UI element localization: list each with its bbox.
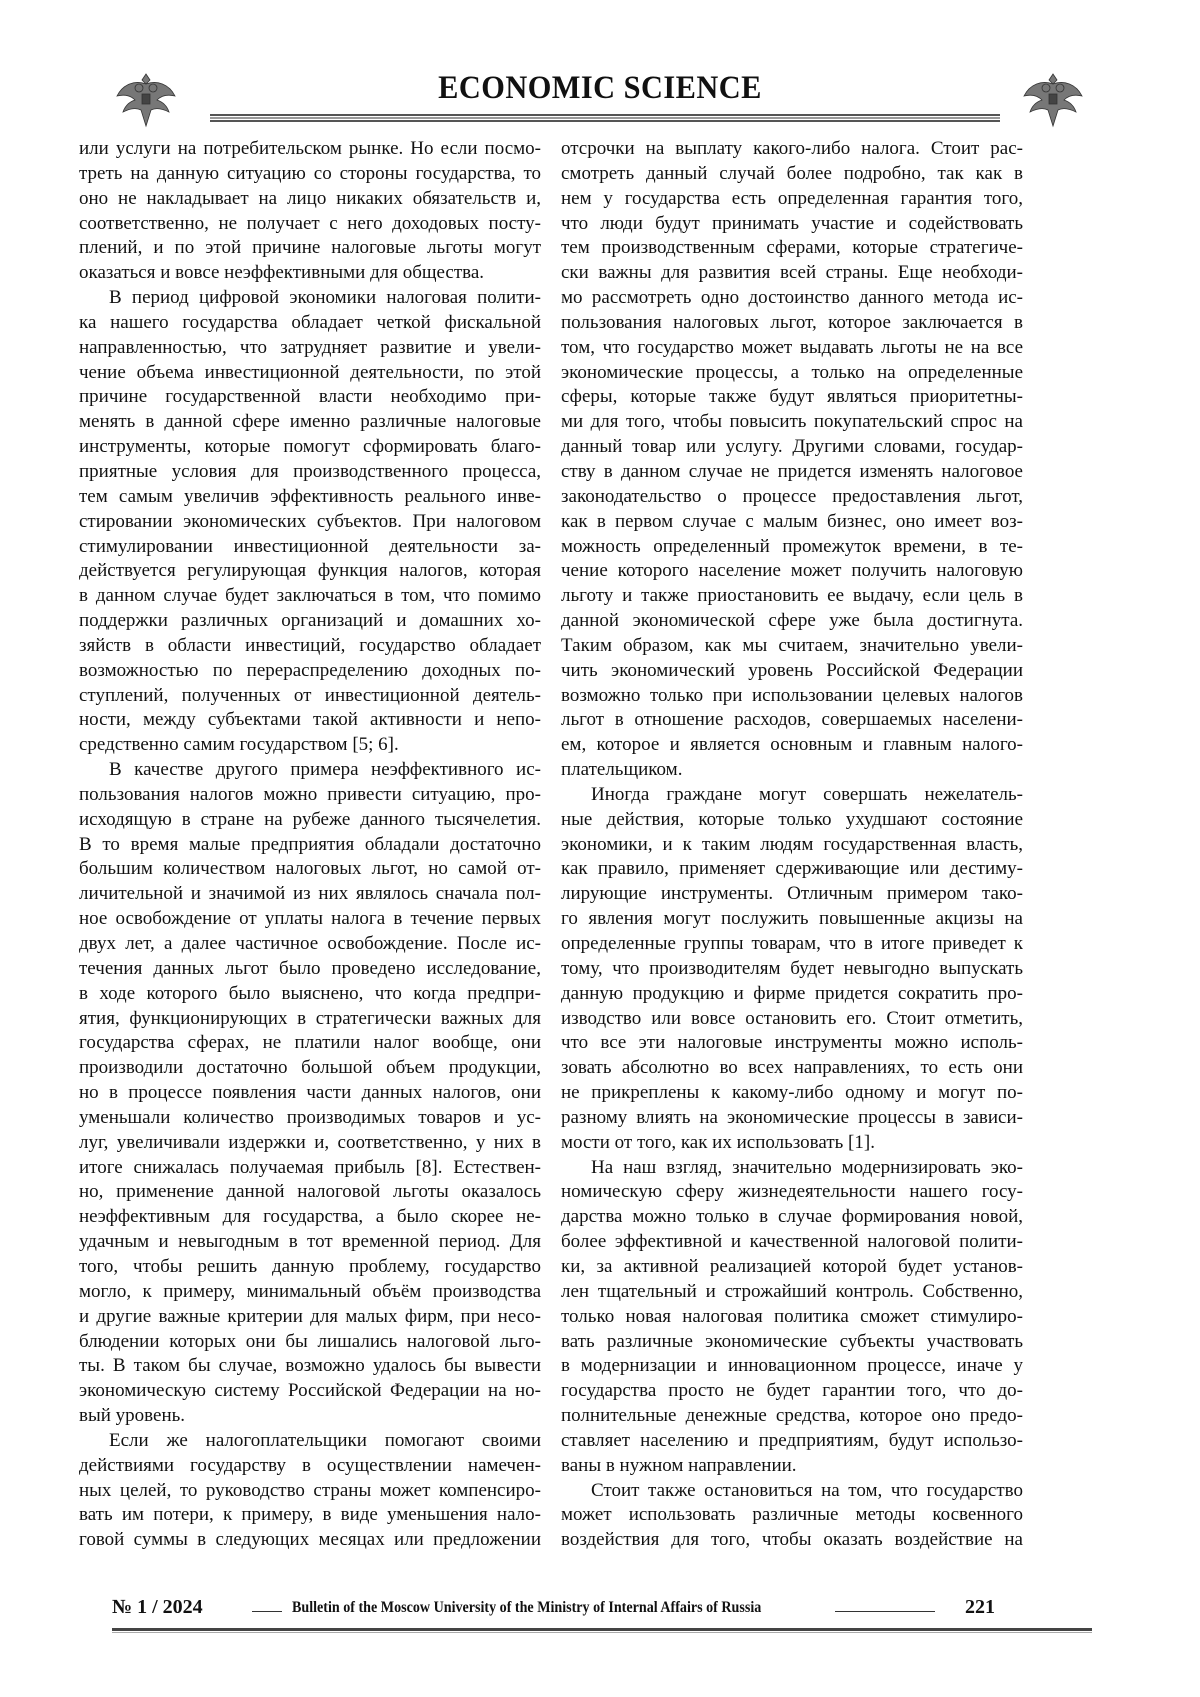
text-line: оно не накладывает на лицо никаких обязательств и, (79, 187, 541, 209)
left-column (79, 137, 541, 1553)
text-line: причине государственной власти необходимо при- (79, 386, 541, 408)
text-line: луг, увеличивали издержки и, соответственно, у них в (79, 1131, 541, 1153)
text-line: Стоит также остановиться на том, что государство (591, 1479, 1023, 1501)
text-line: данную продукцию и фирме придется сократить про- (561, 982, 1023, 1004)
text-line: ем, которое и является основным и главным налого- (561, 734, 1023, 756)
text-line: льготу и также приостановить ее выдачу, если цель в (561, 585, 1023, 607)
paragraph (561, 1479, 1023, 1554)
text-line: ми для того, чтобы повысить покупательский спрос на (561, 411, 1023, 433)
text-line: возможностью по перераспределению доходных по- (79, 659, 541, 681)
text-line: зяйств в области инвестиций, государство обладает (79, 634, 541, 656)
text-line: плательщиком. (561, 759, 683, 781)
text-line: ты. В таком бы случае, возможно удалось бы вывести (79, 1355, 541, 1377)
text-line: законодательство о процессе предоставления льгот, (561, 485, 1023, 507)
text-line: производили достаточно большой объем продукции, (79, 1057, 541, 1079)
text-line: номическую сферу жизнедеятельности нашего госу- (561, 1181, 1023, 1203)
text-line: отсрочки на выплату какого-либо налога. Стоит рас- (561, 138, 1023, 159)
text-line: мо рассмотреть одно достоинство данного метода ис- (561, 287, 1023, 309)
text-line: зовать абсолютно во всех направлениях, то есть они (561, 1057, 1023, 1079)
text-line: в данном случае будет заключаться в том, что помимо (79, 585, 541, 607)
text-line: оказаться и вовсе неэффективными для общества. (79, 262, 485, 284)
text-line: уменьшали количество производимых товаров и ус- (79, 1106, 541, 1128)
text-line: тем самым увеличив эффективность реального инве- (79, 485, 541, 507)
text-line: треть на данную ситуацию со стороны государства, то (79, 162, 541, 184)
issue-number: № 1 / 2024 (112, 1596, 203, 1618)
text-line: чить экономический уровень Российской Федерации (561, 659, 1023, 681)
text-line: вый уровень. (79, 1405, 186, 1427)
header-divider (210, 114, 1000, 122)
text-line: ное освобождение от уплаты налога в течение первых (79, 908, 541, 930)
text-line: течения данных льгот было проведено исследование, (79, 957, 541, 979)
text-line: В качестве другого примера неэффективного ис- (109, 759, 541, 781)
text-line: стировании экономических субъектов. При налоговом (79, 510, 541, 532)
text-line: и другие важные критерии для малых фирм, при несо- (79, 1305, 541, 1327)
text-line: нем у государства есть определенная гарантия того, (561, 187, 1023, 209)
text-line: сферы, которые также будут являться приоритетны- (561, 386, 1023, 408)
text-line: ности, между субъектами такой активности и непо- (79, 709, 541, 731)
text-line: того, чтобы решить данную проблему, государство (79, 1255, 541, 1277)
text-line: поддержки различных организаций и домашних хо- (79, 610, 541, 632)
footer-rule (112, 1628, 1092, 1631)
text-line: изводство или вовсе остановить его. Стоит отметить, (561, 1007, 1023, 1029)
text-line: только новая налоговая политика сможет стимулиро- (561, 1305, 1023, 1327)
text-line: ваны в нужном направлении. (561, 1454, 797, 1476)
text-line: может использовать различные методы косвенного (561, 1504, 1023, 1526)
text-line: более эффективной и качественной налоговой полити- (561, 1231, 1023, 1253)
text-line: В период цифровой экономики налоговая полити- (109, 287, 541, 309)
text-line: ски важны для развития всей страны. Еще необходи- (561, 262, 1023, 284)
right-column (561, 137, 1023, 1553)
page-number: 221 (965, 1596, 995, 1618)
text-line: инструменты, которые помогут сформировать благо- (79, 436, 541, 458)
paragraph (79, 286, 541, 758)
text-line: приятные условия для производственного процесса, (79, 460, 541, 482)
text-line: ятия, функционирующих в стратегически важных для (79, 1007, 541, 1029)
text-line: Иногда граждане могут совершать нежелатель- (591, 783, 1023, 805)
text-line: воздействия для того, чтобы оказать воздействие на (561, 1529, 1023, 1551)
text-line: льгот в отношение расходов, совершаемых населени- (561, 709, 1023, 731)
text-line: данной экономической сфере уже была достигнута. (561, 610, 1023, 632)
text-line: ных целей, то руководство страны может компенсиро- (79, 1479, 541, 1501)
text-line: как правило, применяет сдерживающие или дестиму- (561, 858, 1023, 880)
text-line: В то время малые предприятия обладали достаточно (79, 833, 541, 855)
text-line: можность определенный промежуток времени, в те- (561, 535, 1023, 557)
text-line: вать им потери, к примеру, в виде уменьшения нало- (79, 1504, 541, 1526)
journal-name: Bulletin of the Moscow University of the Ministry of Internal Affairs of Russia (292, 1599, 762, 1616)
text-line: неэффективным для государства, а было скорее не- (79, 1206, 541, 1228)
paragraph (561, 137, 1023, 783)
footer-divider (252, 1611, 282, 1612)
text-line: государства просто не будет гарантии того, что до- (561, 1380, 1023, 1402)
text-line: Таким образом, как мы считаем, значительно увели- (561, 634, 1023, 656)
text-line: разному влиять на экономические процессы в зависи- (561, 1106, 1023, 1128)
text-line: блюдении которых они бы лишались налоговой льго- (79, 1330, 541, 1352)
text-line: тому, что производителям будет невыгодно выпускать (561, 957, 1023, 979)
text-line: пользования налоговых льгот, которое заключается в (561, 311, 1023, 333)
text-line: ные действия, которые только ухудшают состояние (561, 808, 1023, 830)
text-line: Если же налогоплательщики помогают своими (109, 1429, 541, 1451)
text-line: двух лет, а далее частичное освобождение. После ис- (79, 933, 541, 954)
text-line: тем производственным сферами, которые стратегиче- (561, 237, 1023, 259)
paragraph (79, 1429, 541, 1553)
text-line: ставляет населению и предприятиям, будут использо- (561, 1429, 1023, 1451)
text-line: плений, и по этой причине налоговые льготы могут (79, 237, 541, 259)
text-line: в ходе которого было выяснено, что когда предпри- (79, 982, 541, 1004)
text-line: экономические процессы, а только на определенные (561, 361, 1023, 383)
text-line: полнительные денежные средства, которое оно предо- (561, 1405, 1023, 1427)
text-line: не прикреплены к какому-либо одному и могут по- (561, 1082, 1023, 1104)
text-line: определенные группы товарам, что в итоге приведет к (561, 933, 1023, 954)
text-line: ступлений, полученных от инвестиционной деятель- (79, 684, 541, 706)
section-title: ECONOMIC SCIENCE (438, 70, 762, 106)
text-line: что люди будут принимать участие и содействовать (561, 212, 1023, 234)
text-line: действуется регулирующая функция налогов, которая (79, 560, 541, 582)
text-line: исходящую в стране на рубеже данного тысячелетия. (79, 808, 541, 830)
text-line: ка нашего государства обладает четкой фискальной (79, 311, 541, 333)
text-line: удачным и невыгодным в тот временной период. Для (79, 1231, 541, 1253)
text-line: том, что государство может выдавать льготы не на все (561, 336, 1023, 358)
text-line: большим количеством налоговых льгот, но самой от- (79, 858, 541, 880)
text-line: или услуги на потребительском рынке. Но если посмо- (79, 138, 541, 159)
text-line: ки, за активной реализацией которой будет установ- (561, 1255, 1023, 1277)
text-line: могло, к примеру, минимальный объём производства (79, 1280, 541, 1302)
text-line: лирующие инструменты. Отличным примером тако- (561, 883, 1023, 905)
text-line: как в первом случае с малым бизнес, оно имеет воз- (561, 510, 1023, 532)
text-line: но в процессе появления части данных налогов, они (79, 1082, 541, 1104)
text-line: но, применение данной налоговой льготы оказалось (79, 1181, 541, 1203)
text-line: что все эти налоговые инструменты можно исполь- (561, 1032, 1023, 1054)
text-line: стимулировании инвестиционной деятельности за- (79, 535, 541, 557)
page-footer (112, 1596, 1092, 1624)
text-line: данный товар или услугу. Другими словами, государ- (561, 436, 1023, 458)
text-line: вать различные экономические субъекты участвовать (561, 1330, 1023, 1352)
text-line: лен тщательный и строжайший контроль. Собственно, (561, 1280, 1023, 1302)
text-line: мости от того, как их использовать [1]. (561, 1131, 875, 1153)
text-line: дарства можно только в случае формирования новой, (561, 1206, 1023, 1228)
paragraph (79, 137, 541, 286)
text-line: государства сферах, не платили налог вообще, они (79, 1032, 541, 1054)
text-line: возможно только при использовании целевых налогов (561, 684, 1023, 706)
text-line: говой суммы в следующих месяцах или предложении (79, 1529, 541, 1551)
paragraph (561, 1156, 1023, 1479)
paragraph (79, 758, 541, 1429)
text-line: экономическую систему Российской Федерации на но- (79, 1380, 541, 1402)
text-line: смотреть данный случай более подробно, так как в (561, 162, 1023, 184)
text-line: средственно самим государством [5; 6]. (79, 734, 399, 756)
text-line: пользования налогов можно привести ситуацию, про- (79, 783, 541, 805)
text-line: го явления могут послужить повышенные акцизы на (561, 908, 1023, 930)
text-line: соответственно, не получает с него доходовых посту- (79, 212, 541, 234)
text-line: чение объема инвестиционной деятельности, по этой (79, 361, 541, 383)
text-line: На наш взгляд, значительно модернизировать эко- (591, 1156, 1023, 1178)
paragraph (561, 783, 1023, 1156)
text-line: в модернизации и инновационном процессе, иначе у (561, 1355, 1023, 1377)
text-line: менять в данной сфере именно различные налоговые (79, 411, 541, 433)
text-line: личительной и значимой из них являлось сначала пол- (79, 883, 541, 905)
text-line: итоге снижалась получаемая прибыль [8]. Естествен- (79, 1156, 541, 1178)
text-line: экономики, и к таким людям государственная власть, (561, 833, 1023, 855)
text-line: чение которого население может получить налоговую (561, 560, 1023, 582)
text-line: действиями государству в осуществлении намечен- (79, 1454, 541, 1476)
footer-divider (835, 1611, 935, 1612)
text-line: ству в данном случае не придется изменять налоговое (561, 460, 1023, 482)
text-line: направленностью, что затрудняет развитие и увели- (79, 336, 541, 358)
